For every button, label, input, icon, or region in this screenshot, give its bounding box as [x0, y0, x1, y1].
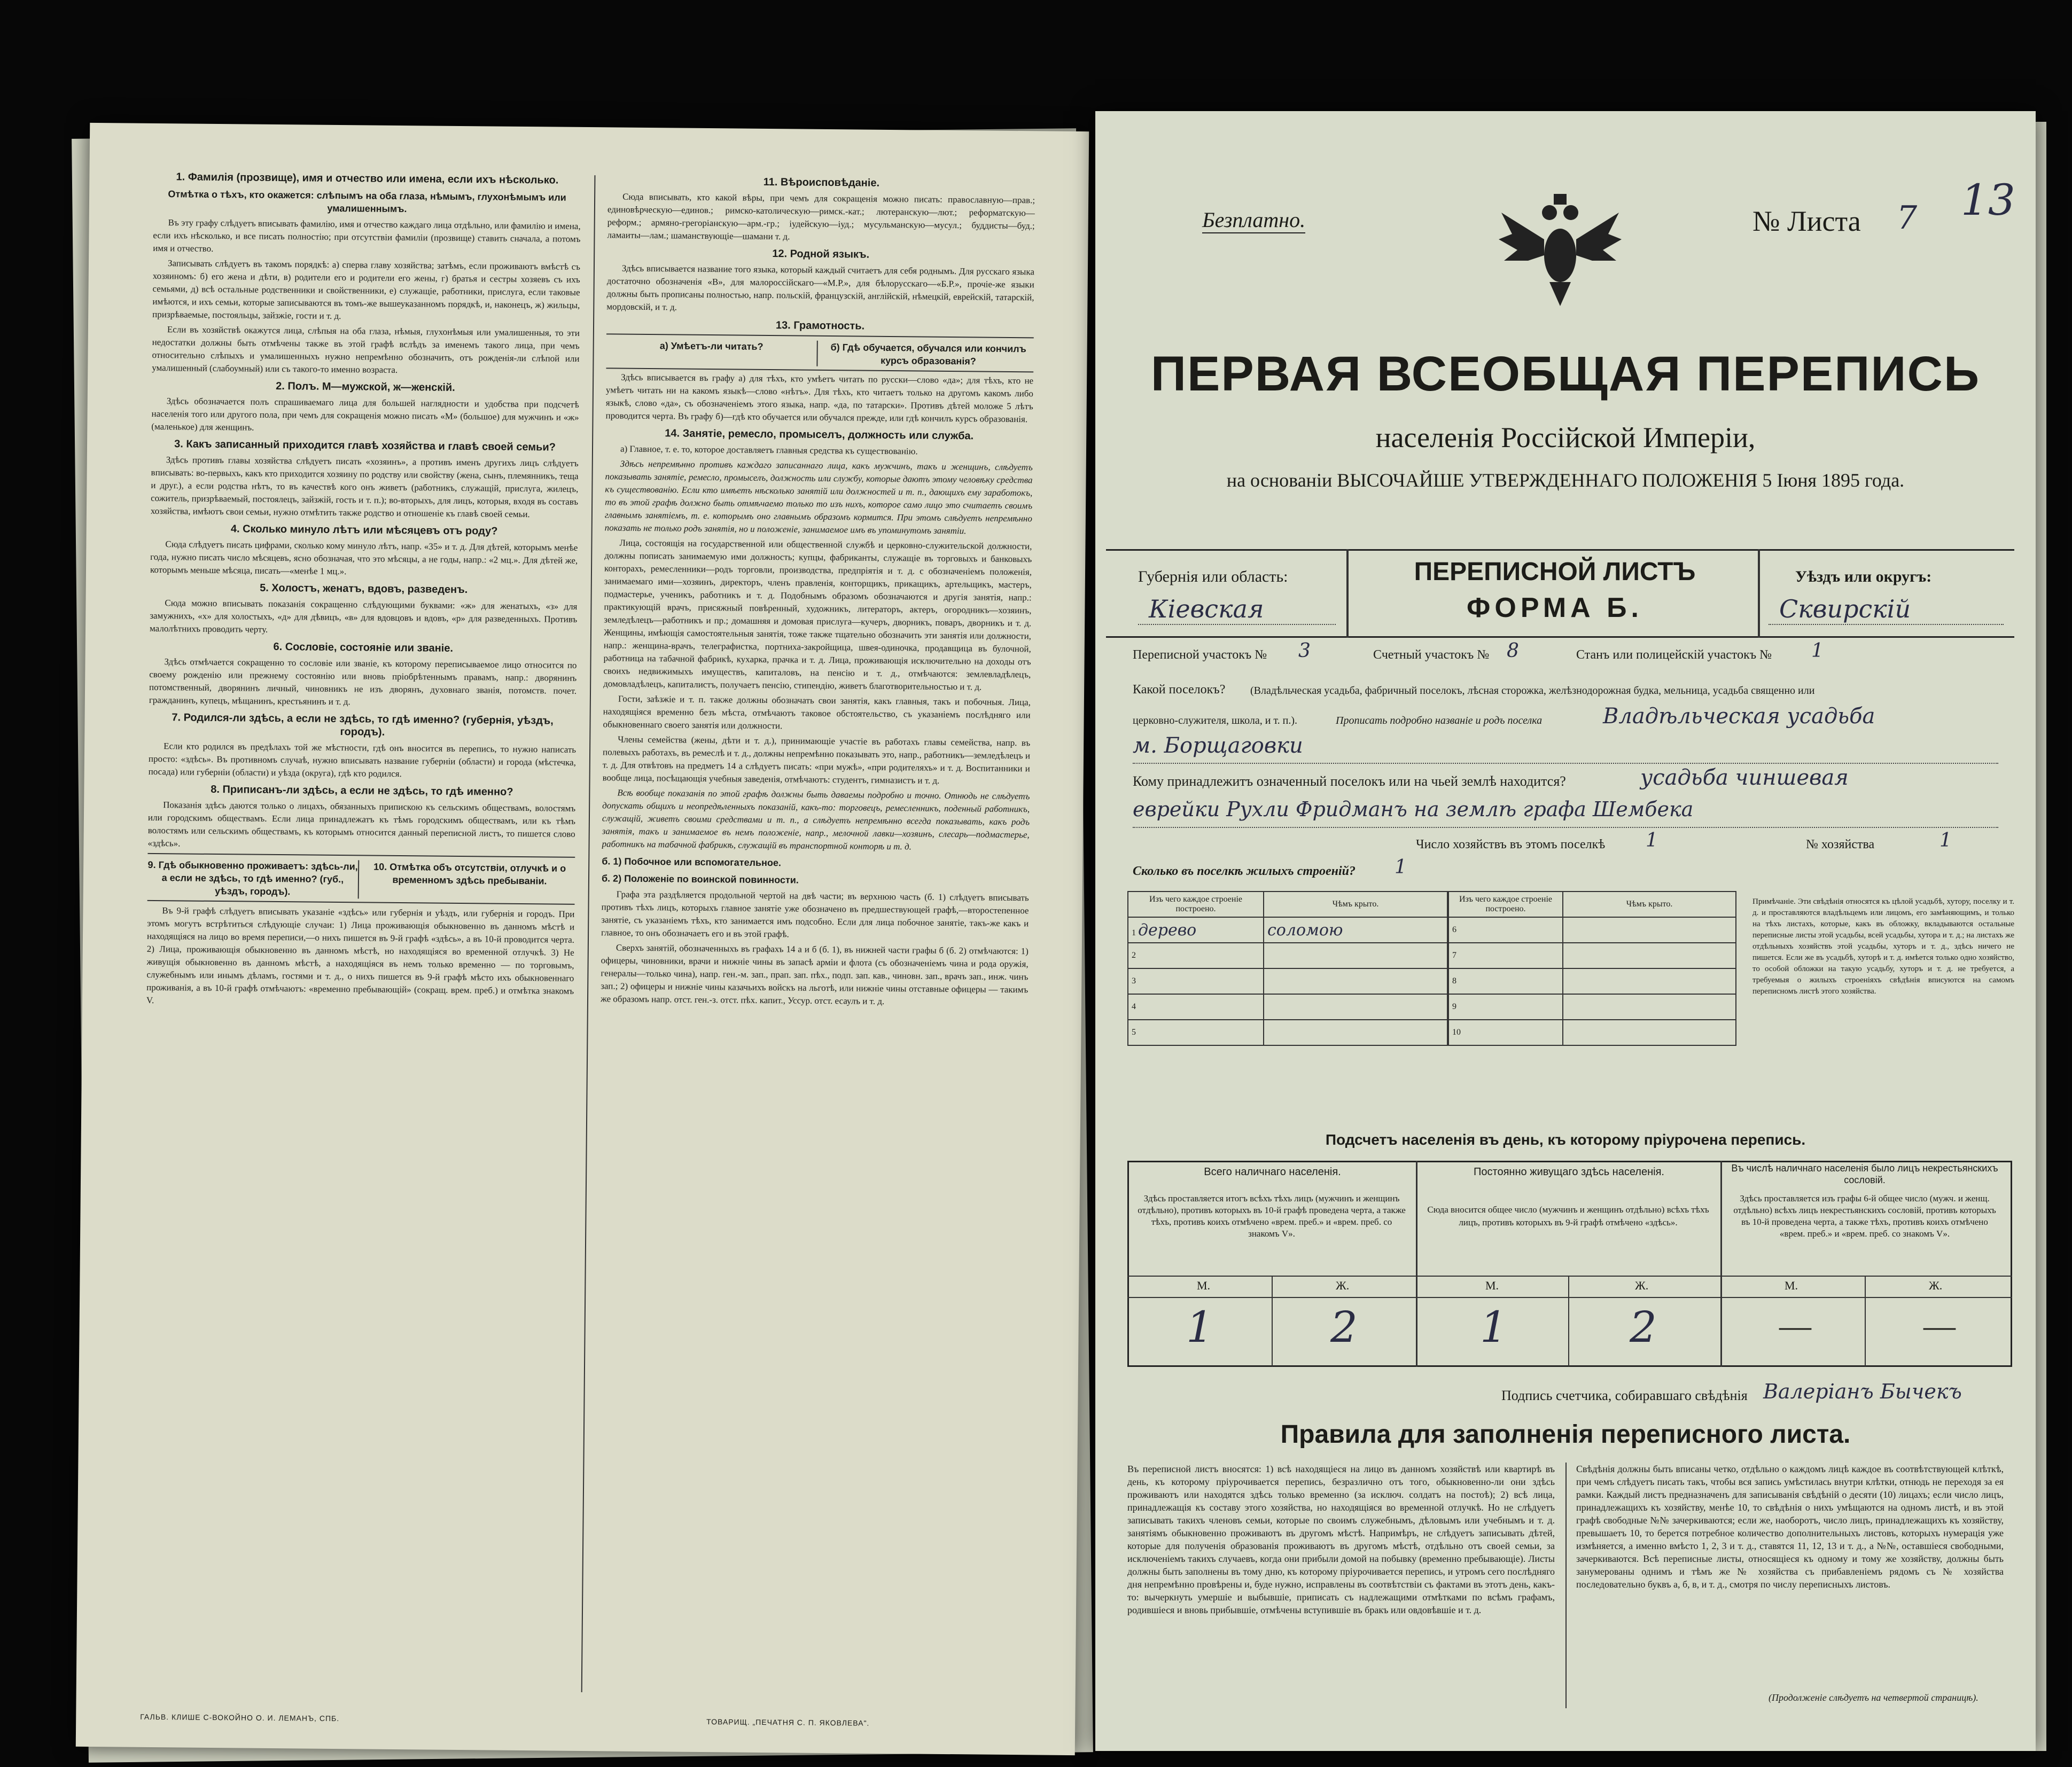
mf-divider: [1272, 1276, 1273, 1366]
population-row-line: [1127, 1297, 2012, 1298]
settlement-label: Какой поселокъ?: [1133, 683, 1226, 697]
section-3-heading: 3. Какъ записанный приходится главѣ хозяйства и главѣ своей семьи?: [174, 438, 556, 454]
m-header: М.: [1785, 1279, 1798, 1292]
count-area-label: Счетный участокъ №: [1373, 648, 1490, 662]
population-row-line: [1127, 1276, 2012, 1277]
paragraph: а) Главное, т. е. то, которое доставляетъ главныя средства къ существованію.: [620, 443, 918, 457]
paragraph: Гости, заѣзжіе и т. п. также должны обозначать свои занятія, какъ главныя, такъ и побочныя. Лица, находящіяся временно безъ мѣста, отмѣчаютъ таковое обстоятельство, съ указаніемъ послѣдняго или обыкновеннаго своего занятія или должности.: [603, 693, 1031, 731]
buildings-label: Сколько въ поселкѣ жилыхъ строеній?: [1133, 864, 1356, 878]
buildings-table-left: [1127, 891, 1448, 1046]
paragraph: Въ эту графу слѣдуетъ вписывать фамилію, имя и отчество каждаго лица отдѣльно, или фамилію и имена, если ихъ нѣсколько, и все писать полностію; при отсутствіи фамиліи (прозвище) ставить сначала, а потомъ имя и отчество.: [153, 217, 581, 254]
uezd-value: Сквирскій: [1779, 595, 1911, 623]
buildings-cell: [1264, 1020, 1447, 1045]
free-label: Безплатно.: [1202, 207, 1305, 233]
buildings-row-3: 3: [1128, 968, 1264, 994]
zh-header: Ж.: [1635, 1279, 1649, 1292]
rules-continuation: (Продолженіе слѣдуетъ на четвертой страницѣ).: [1769, 1692, 1978, 1703]
signature-value: Валеріанъ Бычекъ: [1763, 1380, 1962, 1403]
section-14b-heading: б. 1) Побочное или вспомогательное.: [602, 856, 782, 869]
buildings-row-4: 4: [1128, 994, 1264, 1020]
households-label: Число хозяйствъ въ этомъ поселкѣ: [1416, 838, 1606, 851]
household-no-label: № хозяйства: [1806, 838, 1875, 851]
buildings-cell: [1264, 994, 1447, 1020]
section-14-heading: 14. Занятіе, ремесло, промыселъ, должность или служба.: [665, 427, 974, 442]
section-6-heading: 6. Сословіе, состояніе или званіе.: [273, 640, 454, 654]
census-legal-basis: на основаніи ВЫСОЧАЙШЕ УТВЕРЖДЕННАГО ПОЛОЖЕНІЯ 5 Іюня 1895 года.: [1226, 470, 1905, 491]
census-title: ПЕРВАЯ ВСЕОБЩАЯ ПЕРЕПИСЬ: [1150, 347, 1981, 401]
buildings-cell: [1264, 943, 1447, 968]
buildings-cell: [1264, 968, 1447, 994]
population-header-nonpeasant: Въ числѣ наличнаго населенія было лицъ некрестьянскихъ сословій.: [1731, 1163, 1998, 1185]
census-area-value: 3: [1298, 640, 1311, 662]
section-8-heading: 8. Приписанъ-ли здѣсь, а если не здѣсь, то гдѣ именно?: [211, 783, 513, 798]
paragraph: Лица, состоящія на государственной или общественной службѣ и церковно-служительской должности, должны пописать занимаемую ими должность; купцы, фабриканты, служащіе въ торговыхъ и банковыхъ конторахъ, ремесленники—родъ торговли, производства, предпріятія и т. д. с обозначеніемъ положенія, занимаемаго ими—хозяинъ, директоръ, членъ правленія, конторщикъ, прикащикъ, артельщикъ, мастеръ, подмастерье, ученикъ, работникъ и т. д. Подобнымъ образомъ обозначаются и другія занятія, напр.: практикующій врачъ, присяжный повѣренный, художникъ, литераторъ, актеръ, огородникъ—хозяинъ, земледѣлецъ—работникъ и пр.; домашняя и домовая прислуга—кучеръ, дворникъ, поваръ, дворникъ и т. д. Женщины, имѣющія самостоятельныя занятія, тоже также тщательно обозначить эти занятія или должности, напр.: женщина-врачъ, телеграфистка, портниха-закройщица, швея-одиночка, продавщица въ булочной, работница на табачной фабрикѣ, кухарка, прачка и т. д. Лица, проживающія исключительно на доходы отъ своихъ недвижимыхъ имуществъ, капиталовъ, на пенсію и т. д., отмѣчаются: землевладѣлецъ, домовладѣлецъ, капиталистъ, получаетъ пенсію, стипендію, живетъ благотворительностью и т. д.: [603, 537, 1032, 692]
section-11-heading: 11. Вѣроисповѣданіе.: [763, 176, 880, 189]
total-male-value: 1: [1186, 1302, 1213, 1352]
paragraph: Если въ хозяйствѣ окажутся лица, слѣпыя на оба глаза, нѣмыя, глухонѣмыя или умалишенныя, то эти недостатки должны быть отмѣчены также въ этой графѣ вслѣдъ за именемъ такого лица, при чемъ относительно слѣпыхъ и умалишенныхъ нужно непремѣнно обозначить, отъ рожденія-ли слѣпой или умалишенный (слабоумный) или съ такого-то именно возраста.: [152, 324, 580, 375]
population-header-permanent: Постоянно живущаго здѣсь населенія.: [1474, 1166, 1664, 1178]
settlement-value: Владѣльческая усадьба: [1603, 704, 1875, 729]
buildings-cell: [1563, 968, 1736, 994]
census-subtitle: населенія Россійской Имперіи,: [1375, 421, 1756, 454]
rules-divider: [1565, 1463, 1567, 1708]
paragraph: Здѣсь вписывается въ графу а) для тѣхъ, кто умѣетъ читать по русски—слово «да»; для тѣхъ, кто не умѣетъ читать ни на какомъ языкѣ—слово «нѣтъ». Для тѣхъ, кто читаетъ только на другомъ какомъ либо языкѣ, слово «да», съ обозначеніемъ этого языка, напр. «да, по татарски». Противъ дѣтей моложе 5 лѣтъ проводится черта. Въ графу б)—гдѣ кто обучается или обучался прежде, или гдѣ кончилъ курсъ образованія.: [605, 372, 1034, 425]
underline: [1769, 624, 2004, 625]
paragraph: Сюда слѣдуетъ писать цифрами, сколько кому минуло лѣтъ, напр. «35» и т. д. Для дѣтей, которымъ менѣе года, нужно писать число мѣсяцевъ, ясно обозначая, что это мѣсяцы, а не годы, напр.: «2 мц.». Для дѣтей же, которымъ меньше мѣсяца, писать—«менѣе 1 мц.».: [150, 539, 578, 577]
buildings-table-right: [1448, 891, 1736, 1046]
mf-divider: [1865, 1276, 1866, 1366]
left-column-1: [141, 166, 581, 1698]
section-1-heading: 1. Фамилія (прозвище), имя и отчество или имена, если ихъ нѣсколько.: [176, 171, 559, 186]
uezd-label: Уѣздъ или округъ:: [1795, 568, 1932, 585]
box-divider: [1346, 549, 1349, 638]
section-12-heading: 12. Родной языкъ.: [772, 248, 870, 261]
buildings-cell: [1563, 943, 1736, 968]
population-desc-total: Здѣсь проставляется итогъ всѣхъ тѣхъ лицъ (мужчинъ и женщинъ отдѣльно), противъ которыхъ въ 10-й графѣ проведена черта, а также тѣхъ, противъ коихъ отмѣчено «врем. преб.» и «врем. преб. со знакомъ V».: [1138, 1193, 1406, 1239]
count-area-value: 8: [1507, 640, 1519, 662]
m-header: М.: [1485, 1279, 1499, 1292]
corner-page-number: 13: [1961, 175, 2015, 225]
paragraph: Записывать слѣдуетъ въ такомъ порядкѣ: а) сперва главу хозяйства; затѣмъ, если проживаютъ вмѣстѣ съ хозяиномъ: б) его жена и дѣти, в) родители его и родители его жены, г) братья и сестры хозяевъ съ ихъ семьями, д) всѣ остальные родственники и свойственники, е) служащіе, работники, прислуга, если таковые имѣются, и ихъ семьи, которые записываются въ томъ-же вышеуказанномъ порядкѣ, и, наконецъ, ж) жильцы, призрѣваемые, постояльцы, зайзжіе, гости и т. д.: [152, 258, 581, 322]
paragraph: Если кто родился въ предѣлахъ той же мѣстности, гдѣ онъ вносится въ перепись, то нужно написать просто: «здѣсь». Въ противномъ случаѣ, нужно вписывать название губерніи (области) и города (мѣстечка, посада) или губерніи (области) и уѣзда (округа), гдѣ кто родился.: [148, 741, 577, 779]
mf-divider: [1568, 1276, 1569, 1366]
buildings-cell: [1563, 1020, 1736, 1045]
buildings-row-1-roof: соломою: [1264, 917, 1447, 943]
population-divider: [1416, 1161, 1417, 1367]
buildings-row-7: 7: [1448, 943, 1563, 968]
stan-value: 1: [1811, 640, 1824, 662]
buildings-header-material: Изъ чего каждое строеніе построено.: [1128, 892, 1264, 917]
total-female-value: 2: [1330, 1302, 1358, 1352]
box-divider: [1758, 549, 1760, 638]
owner-label: Кому принадлежитъ означенный поселокъ или на чьей землѣ находится?: [1133, 773, 1566, 789]
section-14c-heading: б. 2) Положеніе по воинской повинности.: [601, 873, 799, 886]
paragraph: Здѣсь вписывается название того языка, который каждый считаетъ для себя роднымъ. Для русскаго языка достаточно обозначенія «В», для малороссійскаго—«М.Р.», для бѣлорусскаго—«Б.Р.», прочіе-же языки должны быть прописаны полностью, напр. польскій, французскій, англійскій, нѣмецкій, еврейскій, татарскій, мордовскій, и т. д.: [606, 263, 1035, 312]
buildings-row-10: 10: [1448, 1020, 1563, 1045]
paragraph: Здѣсь обозначается полъ спрашиваемаго лица для большей наглядности и удобства при подсчетѣ населенія того или другого пола, при чемъ для сокращенія можно писать «М» (большое) для мужчинъ и «ж» (маленькое) для женщинъ.: [151, 396, 579, 433]
buildings-row-1: 1 дерево: [1128, 917, 1264, 943]
nonpeasant-female-value: —: [1923, 1308, 1956, 1343]
left-footer-printer: ГАЛЬВ. КЛИШЕ С-ВОКОЙНО О. И. ЛЕМАНЪ, СПБ.: [140, 1712, 340, 1723]
paragraph: Здѣсь противъ главы хозяйства слѣдуетъ писать «хозяинъ», а противъ именъ другихъ лицъ слѣдуетъ вписывать: во-первыхъ, какъ кто приходится хозяину по родству или свойству (жена, сынъ, племянникъ, теща и друг.), а если родства нѣтъ, то въ качествѣ кого онъ живетъ (работникъ, служащій, прислуга, жилецъ, сожитель, призрѣваемый, постоялецъ, зайзжій, гость и т. п.); во-вторыхъ, для лицъ, которыя, входя въ составъ хозяйства, имѣютъ свои семьи, нужно отмѣтить также родство и отношеніе къ главѣ своей семьи.: [150, 455, 579, 520]
underline: [1138, 624, 1336, 625]
households-value: 1: [1646, 830, 1658, 851]
left-footer-press: ТОВАРИЩ. „ПЕЧАТНЯ С. П. ЯКОВЛЕВА".: [706, 1717, 870, 1727]
paragraph: Графа эта раздѣляется продольной чертой на двѣ части; въ верхнюю часть (б. 1) слѣдуетъ вписывать противъ тѣхъ лицъ, которыхъ главное занятіе уже обозначено въ предшествующей графѣ,—второстепенное занятіе, съ указаніемъ тѣхъ, кто занимается имъ подсобно. Если для лица побочное занятіе, такъ-же какъ и главное, то онъ обозначаетъ его и въ этой графѣ.: [601, 889, 1029, 940]
owner-value: усадьба чиншевая: [1640, 765, 1849, 790]
rules-right-column: Свѣдѣнія должны быть вписаны четко, отдѣльно о каждомъ лицѣ каждое въ соотвѣтствующей клѣткѣ, при чемъ слѣдуетъ писать такъ, чтобы вся запись умѣстилась внутри клѣтки, отнюдь не переходя за ея рамки. Каждый листъ предназначенъ для записыванія свѣдѣній о десяти (10) лицахъ; если число лицъ, принадлежащихъ къ хозяйству, менѣе 10, то свѣдѣнія о нихъ умѣщаются на одномъ листѣ, и въ этой графѣ свободные №№ зачеркиваются; если же, наоборотъ, число лицъ, принадлежащихъ къ хозяйству, превышаетъ 10, то берется потребное количество дополнительныхъ листовъ, которыхъ нумерація уже измѣняется, а именно вмѣсто 1, 2, 3 и т. д., ставятся 11, 12, 13 и т. д., а №№, оставшіеся свободными, зачеркиваются. Всѣ переписные листы, относящіеся къ одному и тому же хозяйству, должны быть занумерованы однимъ и тѣмъ же № хозяйства съ прибавленіемъ рядомъ съ № хозяйства последовательно буквъ а, б, в, и т. д., смотря по числу переписныхъ листовъ.: [1576, 1464, 2004, 1590]
paragraph: Всѣ вообще показанія по этой графѣ должны быть даваемы подробно и точно. Отнюдь не слѣдуетъ допускать общихъ и неопредѣленныхъ показаній, какъ-то: торговецъ, ремесленникъ, поденный работникъ, служащій, живетъ своими средствами и т. п., а слѣдуетъ непремѣнно всегда показывать, какъ родъ занятія, такъ и занимаемое въ немъ положеніе, напр., мелочной лавки—хозяинъ, слесарь—подмастерье, работникъ на табачной фабрикѣ, служащій въ транспортной конторѣ и т. д.: [602, 787, 1030, 852]
m-header: М.: [1197, 1279, 1211, 1292]
buildings-cell: [1563, 994, 1736, 1020]
right-page: [1095, 111, 2036, 1751]
rules-title: Правила для заполненія переписного листа.: [1280, 1420, 1851, 1449]
zh-header: Ж.: [1929, 1279, 1943, 1292]
gubernia-label: Губернія или область:: [1138, 568, 1288, 585]
section-5-heading: 5. Холостъ, женатъ, вдовъ, разведенъ.: [260, 582, 468, 596]
underline: [1133, 827, 1998, 828]
section-10-heading: 10. Отмѣтка объ отсутствіи, отлучкѣ и о временномъ здѣсь пребываніи.: [373, 861, 566, 887]
buildings-note: Примѣчаніе. Эти свѣдѣнія относятся къ цѣлой усадьбѣ, хутору, поселку и т. д. и проставляются владѣльцемъ или лицомъ, его замѣняющимъ, и только на тѣхъ листахъ, которые, какъ въ обложку, вкладываются остальные переписные листы этой усадьбы, всей усадьбы, хутора и т. д.; на листахъ же отдѣльныхъ хозяйствъ этой усадьбы, хуторъ и т. д., здѣсь ничего не пишется. Если же въ усадьбѣ, хуторѣ и т. д. имѣется только одно хозяйство, то особой обложки на такую усадьбу, хуторъ и т. д. не требуется, а требуемыя о жилыхъ строеніяхъ свѣдѣнія вписуются на самомъ переписномъ листѣ этого хозяйства.: [1752, 897, 2014, 996]
buildings-cell: [1563, 917, 1736, 943]
section-2-heading: 2. Полъ. М—мужской, ж—женскій.: [276, 380, 455, 394]
rules-left-column: Въ переписной листъ вносятся: 1) всѣ находящіеся на лицо въ данномъ хозяйствѣ или квартирѣ въ день, къ которому пріурочивается перепись, безразлично отъ того, обыкновенно-ли они здѣсь проживаютъ или находятся здѣсь только временно (за исключ. солдатъ на постоѣ); 2) всѣ лица, принадлежащія къ составу этого хозяйства, но находящіяся во временной отлучкѣ. Но не слѣдуетъ записывать такихъ членовъ семьи, которые по своимъ служебнымъ, дѣловымъ или учебнымъ и т. д. занятіямъ обыкновенно проживаютъ въ другомъ мѣстѣ. Напримѣръ, не слѣдуетъ записывать дѣтей, которые для полученія образованія проживаютъ въ другомъ мѣстѣ, отдѣльно отъ своей семьи, за исключеніемъ такихъ случаевъ, когда они прибыли домой на побывку (временно пребывающіе). Листы должны быть заполнены въ тому дню, къ которому пріурочивается перепись, и утромъ сего послѣдняго дня непремѣнно провѣрены и, буде нужно, исправлены въ соотвѣтствіи съ фактами въ этотъ день, какъ-то: вычеркнуть умершіе и выбывшіе, приписать съ надлежащими отмѣтками по всѣмъ графамъ, родившіеся и вновь прибывшіе, отмѣчены вступившіе въ бракъ или овдовѣвшіе и т. д.: [1127, 1464, 1555, 1615]
literacy-question-a: а) Умѣетъ-ли читать?: [606, 339, 817, 366]
paragraph: Сюда можно вписывать показанія сокращенно слѣдующими буквами: «ж» для женатыхъ, «з» для замужнихъ, «х» для холостыхъ, «д» для дѣвицъ, «в» для вдовцовъ и вдовъ, «р» для разведенныхъ. Противъ малолѣтнихъ проводить черту.: [149, 598, 578, 635]
buildings-header-material: Изъ чего каждое строеніе построено.: [1448, 892, 1563, 917]
buildings-row-9: 9: [1448, 994, 1563, 1020]
settlement-hint: (Владѣльческая усадьба, фабричный поселокъ, лѣсная сторожка, желѣзнодорожная будка, мельница, усадьба священно или: [1250, 685, 1815, 697]
paragraph: Показанія здѣсь даются только о лицахъ, обязанныхъ припискою къ сельскимъ обществамъ, волостямъ или городскимъ обществамъ. Если лица принадлежатъ къ тѣмъ городскимъ обществамъ, или къ тѣмъ волостямъ или сельскимъ обществамъ, къ которымъ относится данный переписной листъ, то пишется слово «здѣсь».: [147, 800, 576, 849]
section-1-subheading: Отмѣтка о тѣхъ, кто окажется: слѣпымъ на оба глаза, нѣмымъ, глухонѣмымъ или умалишеннымъ.: [168, 189, 566, 215]
permanent-female-value: 2: [1630, 1302, 1657, 1352]
stan-label: Станъ или полицейскій участокъ №: [1576, 648, 1772, 662]
signature-label: Подпись счетчика, собиравшаго свѣдѣнія: [1501, 1388, 1748, 1403]
left-page: [76, 123, 1089, 1755]
paragraph: Сверхъ занятій, обозначенныхъ въ графахъ 14 а и б (б. 1), въ нижней части графы б (б. 2) отмѣчаются: 1) офицеры, чиновники, врачи и нижніе чины въ запасѣ армiи и флота (съ обозначеніемъ чина и рода оружія, генералы—только чина), напр. ген.-м. зап., прап. зап. пѣх., подп. зап. кав., чиновн. зап., врачъ зап., инж. чинъ зап.; 2) офицеры и нижніе чины казачьихъ войскъ на льготѣ, или нижніе чины отставные офицеры — такимъ же образомъ напр. отст. ген.-з. отст. пѣх. капит., Уссур. отст. есаулъ и т. д.: [600, 942, 1029, 1006]
underline: [1133, 763, 1998, 764]
census-area-label: Переписной участокъ №: [1133, 648, 1267, 662]
buildings-row-6: 6: [1448, 917, 1563, 943]
paragraph: Сюда вписывать, кто какой вѣры, при чемъ для сокращенія можно писать: православную—прав.; единовѣрческую—единов.; римско-католическую—римск.-кат.; лютеранскую—лют.; реформатскую—реформ.; армяно-грегоріанскую—арм.-гр.; іудейскую—іуд.; мусульманскую—мусул.; буддисты—буд.; ламаиты—лам.; шаманствующіе—шамани т. д.: [607, 191, 1035, 242]
buildings-row-5: 5: [1128, 1020, 1264, 1045]
section-9-heading: 9. Гдѣ обыкновенно проживаетъ: здѣсь-ли, а если не здѣсь, то гдѣ именно? (губ., уѣздъ, городъ).: [147, 858, 360, 898]
settlement-hint-2: церковно-служителя, школа, и т. п.).: [1133, 715, 1297, 726]
section-7-heading: 7. Родился-ли здѣсь, а если не здѣсь, то гдѣ именно? (губернія, уѣздъ, городъ).: [172, 712, 554, 738]
population-divider: [1720, 1161, 1722, 1367]
sheet-number-label: № Листа: [1752, 205, 1861, 237]
nonpeasant-male-value: —: [1779, 1308, 1811, 1343]
buildings-header-roof: Чѣмъ крыто.: [1264, 892, 1447, 917]
section-4-heading: 4. Сколько минуло лѣтъ или мѣсяцевъ отъ роду?: [230, 523, 498, 537]
population-count-title: Подсчетъ населенія въ день, къ которому пріурочена перепись.: [1325, 1131, 1806, 1148]
paragraph: Здѣсь отмѣчается сокращенно то сословіе или званіе, къ которому переписываемое лицо относится по своему рожденію или прежнему состоянію или вновь пріобрѣтеннымъ правамъ, напр.: дворянинъ потомственный, дворянинъ личный, чиновникъ не изъ дворянъ, духовнаго званія, потомств. почет. гражданинъ, купецъ, мѣщанинъ, крестьянинъ и т. д.: [149, 656, 577, 707]
settlement-value-2: м. Борщаговки: [1133, 733, 1303, 758]
owner-value-2: еврейки Рухли Фридманъ на землѣ графа Шембека: [1133, 798, 1694, 821]
sheet-title: ПЕРЕПИСНОЙ ЛИСТЪ: [1414, 558, 1696, 586]
population-desc-nonpeasant: Здѣсь проставляется изъ графы 6-й общее число (мужч. и женщ. отдѣльно) всѣхъ лицъ некрестьянскихъ сословій, противъ которыхъ въ 10-й проведена черта, а также тѣхъ, противъ коихъ отмѣчено «врем. преб.» и «врем. преб. со знакомъ V».: [1733, 1193, 1996, 1239]
section-13-heading: 13. Грамотность.: [775, 319, 865, 332]
household-no-value: 1: [1939, 830, 1952, 851]
gubernia-value: Кіевская: [1149, 595, 1264, 623]
left-column-2: [595, 170, 1035, 1701]
eagle-emblem-icon: [1496, 191, 1624, 309]
form-title: ФОРМА Б.: [1467, 592, 1643, 623]
paragraph: Члены семейства (жены, дѣти и т. д.), принимающіе участіе въ работахъ главы семейства, напр. въ полевыхъ работахъ, въ ремеслѣ и т. д., должны непремѣнно показывать это, напр., работникъ—земледѣлецъ и т. д. Для отвѣтовъ на предметъ 14 а слѣдуетъ писать: «при мужѣ», «при родителяхъ» и т. д. Воспитанники и вообще лица, посѣщающія учебныя заведенія, отмѣчаютъ: студентъ, гимназистъ и т. д.: [602, 734, 1031, 786]
buildings-header-roof: Чѣмъ крыто.: [1563, 892, 1736, 917]
population-desc-permanent: Сюда вносится общее число (мужчинъ и женщинъ отдѣльно) всѣхъ тѣхъ лицъ, противъ которыхъ въ 9-й графѣ отмѣчено «здѣсь».: [1427, 1205, 1709, 1227]
column-divider: [581, 175, 596, 1692]
population-header-total: Всего наличнаго населенія.: [1204, 1166, 1341, 1178]
paragraph: Въ 9-й графѣ слѣдуетъ вписывать указаніе «здѣсь» или губернія и уѣздъ, или губернія и городъ. При этомъ могутъ встрѣтиться слѣдующіе случаи: 1) Лица проживающія обыкновенно въ данномъ мѣстѣ и находящіяся на лицо во время переписи,—о нихъ пишется въ 9-й графѣ «здѣсь», а въ 10-й проводится черта. 2) Лица, проживающія обыкновенно въ данномъ мѣстѣ, но находящіяся во временной отлучкѣ. 3) Не живущія обыкновенно въ данномъ мѣстѣ, а находящіяся въ немъ только временно — по торговымъ, служебнымъ или инымъ дѣламъ, гостями и т. д., о нихъ пишется въ 9-й графѣ мѣсто ихъ обыкновеннаго проживанія, а въ 10-й графѣ отмѣчаютъ: «временно пребывающій» (сокращ. врем. преб.) и отмѣтка знакомъ V.: [146, 905, 575, 1006]
buildings-value: 1: [1395, 856, 1407, 878]
buildings-row-2: 2: [1128, 943, 1264, 968]
sheet-number-value: 7: [1897, 199, 1918, 237]
literacy-question-b: б) Гдѣ обучается, обучался или кончилъ курсъ образованія?: [830, 342, 1026, 367]
buildings-row-8: 8: [1448, 968, 1563, 994]
settlement-hint-3: Прописать подробно названіе и родъ поселка: [1336, 715, 1543, 726]
paragraph: Здѣсь непремѣнно противъ каждаго записаннаго лица, какъ мужчинъ, такъ и женщинъ, слѣдуетъ показывать занятіе, ремесло, промыселъ, должность или службу, которые даютъ этому человѣку средства къ существованію. Если кто имѣетъ нѣсколько занятій или должностей и т. п., дающихъ ему заработокъ, то въ этой графѣ должно быть отмѣчаемо только то изъ нихъ, которое само лицо это считаетъ своимъ главнымъ занятіемъ, т. е. которымъ оно главнымъ образомъ кормится. При этомъ слѣдуетъ непремѣнно показать не только родъ занятія, но и положеніе, занимаемое имъ въ упоминутомъ занятіи.: [604, 458, 1033, 536]
zh-header: Ж.: [1336, 1279, 1350, 1292]
permanent-male-value: 1: [1480, 1302, 1507, 1352]
